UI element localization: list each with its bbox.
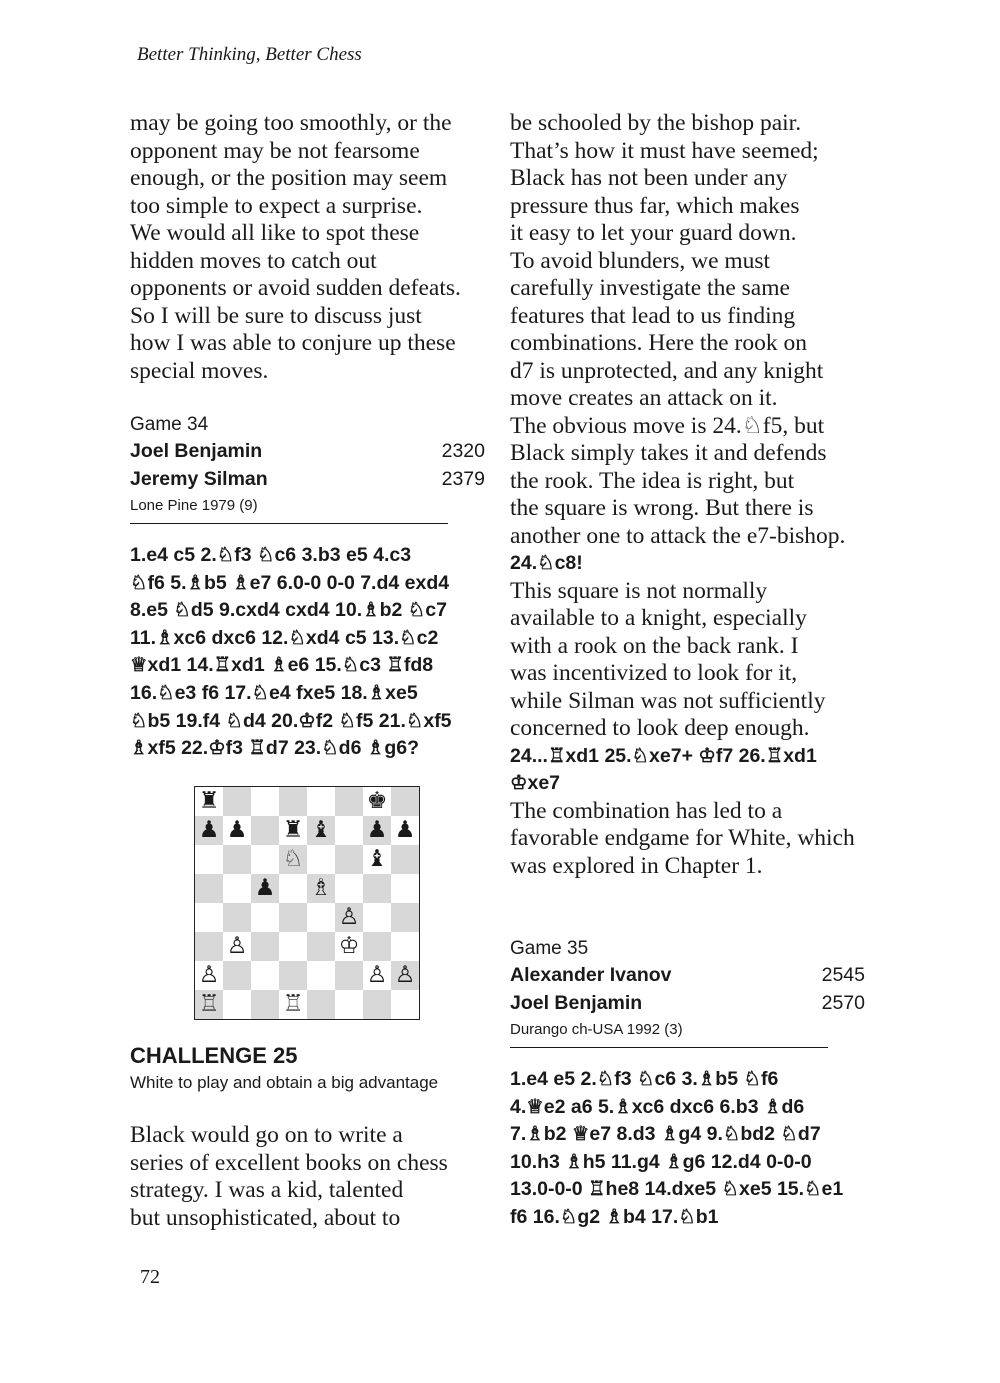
- board-square-f4: ♙: [335, 903, 363, 932]
- board-square-g8: ♚: [363, 787, 391, 816]
- text-line: strategy. I was a kid, talented: [130, 1177, 404, 1203]
- board-square-f2: [335, 961, 363, 990]
- player-name: Alexander Ivanov: [510, 964, 672, 986]
- board-square-d8: [279, 787, 307, 816]
- challenge-block: [130, 1042, 485, 1232]
- board-square-f5: [335, 874, 363, 903]
- intro-paragraph: [130, 110, 485, 385]
- board-square-d5: [279, 874, 307, 903]
- board-square-b8: [223, 787, 251, 816]
- text-line: opponents or avoid sudden defeats.: [130, 275, 461, 301]
- text-line: We would all like to spot these: [130, 220, 420, 246]
- text-line: but unsophisticated, about to: [130, 1204, 401, 1231]
- board-square-d2: [279, 961, 307, 990]
- board-square-e7: ♝: [307, 816, 335, 845]
- board-square-f6: [335, 845, 363, 874]
- game-35-white-player: [510, 962, 865, 990]
- board-square-h3: [391, 932, 419, 961]
- board-square-c5: ♟: [251, 874, 279, 903]
- move-line: 1.e4 e5 2.♘f3 ♘c6 3.♗b5 ♘f6: [510, 1068, 779, 1090]
- move-line: 24...♖xd1 25.♘xe7+ ♔f7 26.♖xd1: [510, 744, 817, 767]
- text-line: move creates an attack on it.: [510, 385, 778, 411]
- text-line: was explored in Chapter 1.: [510, 852, 763, 879]
- board-square-e8: [307, 787, 335, 816]
- divider: [510, 1047, 828, 1048]
- right-column: [510, 110, 865, 1232]
- left-column: [130, 110, 485, 763]
- board-square-e1: [307, 990, 335, 1019]
- board-square-f8: [335, 787, 363, 816]
- board-square-d7: ♜: [279, 816, 307, 845]
- board-square-a6: [195, 845, 223, 874]
- board-square-d4: [279, 903, 307, 932]
- text-line: opponent may be not fearsome: [130, 137, 420, 164]
- text-line: That’s how it must have seemed;: [510, 137, 819, 164]
- move-line: 4.♕e2 a6 5.♗xc6 dxc6 6.b3 ♗d6: [510, 1095, 805, 1118]
- board-square-a4: [195, 903, 223, 932]
- board-square-b1: [223, 990, 251, 1019]
- text-line: may be going too smoothly, or the: [130, 110, 452, 136]
- board-square-f7: [335, 816, 363, 845]
- text-line: This square is not normally: [510, 577, 768, 604]
- board-square-g3: [363, 932, 391, 961]
- text-line: features that lead to us finding: [510, 302, 796, 329]
- board-square-g1: [363, 990, 391, 1019]
- game-34-white-player: [130, 438, 485, 466]
- game-34-moves: [130, 542, 485, 763]
- board-square-g5: [363, 874, 391, 903]
- board-square-c1: [251, 990, 279, 1019]
- text-line: how I was able to conjure up these: [130, 330, 456, 356]
- board-square-e2: [307, 961, 335, 990]
- board-square-e3: [307, 932, 335, 961]
- paragraph: [510, 578, 865, 743]
- board-square-c8: [251, 787, 279, 816]
- board-square-c2: [251, 961, 279, 990]
- text-line: while Silman was not sufficiently: [510, 687, 826, 714]
- text-line: special moves.: [130, 357, 269, 384]
- challenge-subtitle: White to play and obtain a big advantage: [130, 1073, 439, 1092]
- board-square-b7: ♟: [223, 816, 251, 845]
- move-line: 7.♗b2 ♕e7 8.d3 ♗g4 9.♘bd2 ♘d7: [510, 1123, 821, 1146]
- board-square-b3: ♙: [223, 932, 251, 961]
- player-rating: 2570: [821, 991, 865, 1014]
- game-34-event: Lone Pine 1979 (9): [130, 497, 258, 514]
- key-move: 24.♘c8!: [510, 552, 583, 574]
- player-rating: 2545: [821, 964, 865, 986]
- divider: [130, 523, 448, 524]
- board-square-g7: ♟: [363, 816, 391, 845]
- move-line: ♗xf5 22.♔f3 ♖d7 23.♘d6 ♗g6?: [130, 737, 419, 760]
- board-square-b6: [223, 845, 251, 874]
- paragraph: [510, 110, 865, 550]
- move-line: 11.♗xc6 dxc6 12.♘xd4 c5 13.♘c2: [130, 626, 439, 649]
- move-sequence: [510, 743, 865, 798]
- text-line: favorable endgame for White, which: [510, 825, 855, 851]
- board-square-h7: ♟: [391, 816, 419, 845]
- game-35-event: Durango ch-USA 1992 (3): [510, 1021, 683, 1038]
- board-square-h2: ♙: [391, 961, 419, 990]
- board-square-a5: [195, 874, 223, 903]
- game-35-moves: [510, 1066, 865, 1232]
- text-line: with a rook on the back rank. I: [510, 632, 799, 659]
- text-line: enough, or the position may seem: [130, 165, 448, 191]
- move-line: ♘f6 5.♗b5 ♗e7 6.0-0 0-0 7.d4 exd4: [130, 571, 450, 594]
- board-square-d1: ♖: [279, 990, 307, 1019]
- board-square-h5: [391, 874, 419, 903]
- move-line: f6 16.♘g2 ♗b4 17.♘b1: [510, 1205, 719, 1228]
- text-line: too simple to expect a surprise.: [130, 192, 423, 219]
- board-square-a2: ♙: [195, 961, 223, 990]
- board-square-e4: [307, 903, 335, 932]
- text-line: concerned to look deep enough.: [510, 715, 810, 741]
- game-34-label: Game 34: [130, 414, 209, 435]
- page-number: 72: [140, 1266, 160, 1288]
- text-line: it easy to let your guard down.: [510, 220, 797, 246]
- paragraph: [510, 798, 865, 881]
- text-line: hidden moves to catch out: [130, 247, 377, 274]
- board-square-a1: ♖: [195, 990, 223, 1019]
- board-square-h8: [391, 787, 419, 816]
- text-line: be schooled by the bishop pair.: [510, 110, 802, 136]
- text-line: available to a knight, especially: [510, 605, 807, 631]
- board-square-b4: [223, 903, 251, 932]
- board-square-g2: ♙: [363, 961, 391, 990]
- board-square-h1: [391, 990, 419, 1019]
- text-line: carefully investigate the same: [510, 275, 790, 301]
- running-head: Better Thinking, Better Chess: [137, 44, 362, 65]
- board-square-e5: ♗: [307, 874, 335, 903]
- move-line: 10.h3 ♗h5 11.g4 ♗g6 12.d4 0-0-0: [510, 1150, 812, 1173]
- player-rating: 2379: [441, 467, 485, 490]
- board-square-g4: [363, 903, 391, 932]
- move-line: ♕xd1 14.♖xd1 ♗e6 15.♘c3 ♖fd8: [130, 654, 434, 677]
- move-line: 13.0-0-0 ♖he8 14.dxe5 ♘xe5 15.♘e1: [510, 1178, 844, 1201]
- board-square-a3: [195, 932, 223, 961]
- board-square-f3: ♔: [335, 932, 363, 961]
- board-square-c6: [251, 845, 279, 874]
- text-line: So I will be sure to discuss just: [130, 302, 422, 329]
- board-square-g6: ♝: [363, 845, 391, 874]
- board-square-f1: [335, 990, 363, 1019]
- game-35-label: Game 35: [510, 938, 589, 959]
- closing-paragraph: [130, 1122, 485, 1232]
- move-line: ♘b5 19.f4 ♘d4 20.♔f2 ♘f5 21.♘xf5: [130, 709, 452, 732]
- text-line: Black simply takes it and defends: [510, 440, 827, 466]
- text-line: Black has not been under any: [510, 165, 788, 191]
- board-square-d6: ♘: [279, 845, 307, 874]
- text-line: pressure thus far, which makes: [510, 192, 800, 219]
- board-square-h4: [391, 903, 419, 932]
- board-square-a7: ♟: [195, 816, 223, 845]
- move-line: ♔xe7: [510, 772, 561, 794]
- chess-board-diagram: [194, 786, 420, 1020]
- board-square-c7: [251, 816, 279, 845]
- text-line: combinations. Here the rook on: [510, 330, 807, 356]
- board-square-e6: [307, 845, 335, 874]
- game-35-black-player: [510, 990, 865, 1018]
- challenge-title: CHALLENGE 25: [130, 1043, 298, 1068]
- move-line: 8.e5 ♘d5 9.cxd4 cxd4 10.♗b2 ♘c7: [130, 599, 447, 622]
- text-line: The combination has led to a: [510, 797, 783, 824]
- text-line: The obvious move is 24.♘f5, but: [510, 412, 825, 439]
- board-square-d3: [279, 932, 307, 961]
- board-square-c3: [251, 932, 279, 961]
- text-line: Black would go on to write a: [130, 1122, 403, 1148]
- move-line: 1.e4 c5 2.♘f3 ♘c6 3.b3 e5 4.c3: [130, 544, 412, 566]
- board-square-a8: ♜: [195, 787, 223, 816]
- text-line: the rook. The idea is right, but: [510, 467, 795, 494]
- move-line: 16.♘e3 f6 17.♘e4 fxe5 18.♗xe5: [130, 681, 418, 704]
- player-rating: 2320: [441, 440, 485, 462]
- player-name: Jeremy Silman: [130, 467, 268, 490]
- text-line: d7 is unprotected, and any knight: [510, 357, 824, 384]
- player-name: Joel Benjamin: [130, 440, 263, 462]
- board-square-b5: [223, 874, 251, 903]
- game-34-black-player: [130, 466, 485, 494]
- text-line: was incentivized to look for it,: [510, 660, 798, 686]
- board-square-h6: [391, 845, 419, 874]
- text-line: another one to attack the e7-bishop.: [510, 522, 846, 549]
- text-line: series of excellent books on chess: [130, 1149, 448, 1176]
- player-name: Joel Benjamin: [510, 991, 643, 1014]
- board-square-c4: [251, 903, 279, 932]
- text-line: the square is wrong. But there is: [510, 495, 814, 521]
- text-line: To avoid blunders, we must: [510, 247, 771, 274]
- board-square-b2: [223, 961, 251, 990]
